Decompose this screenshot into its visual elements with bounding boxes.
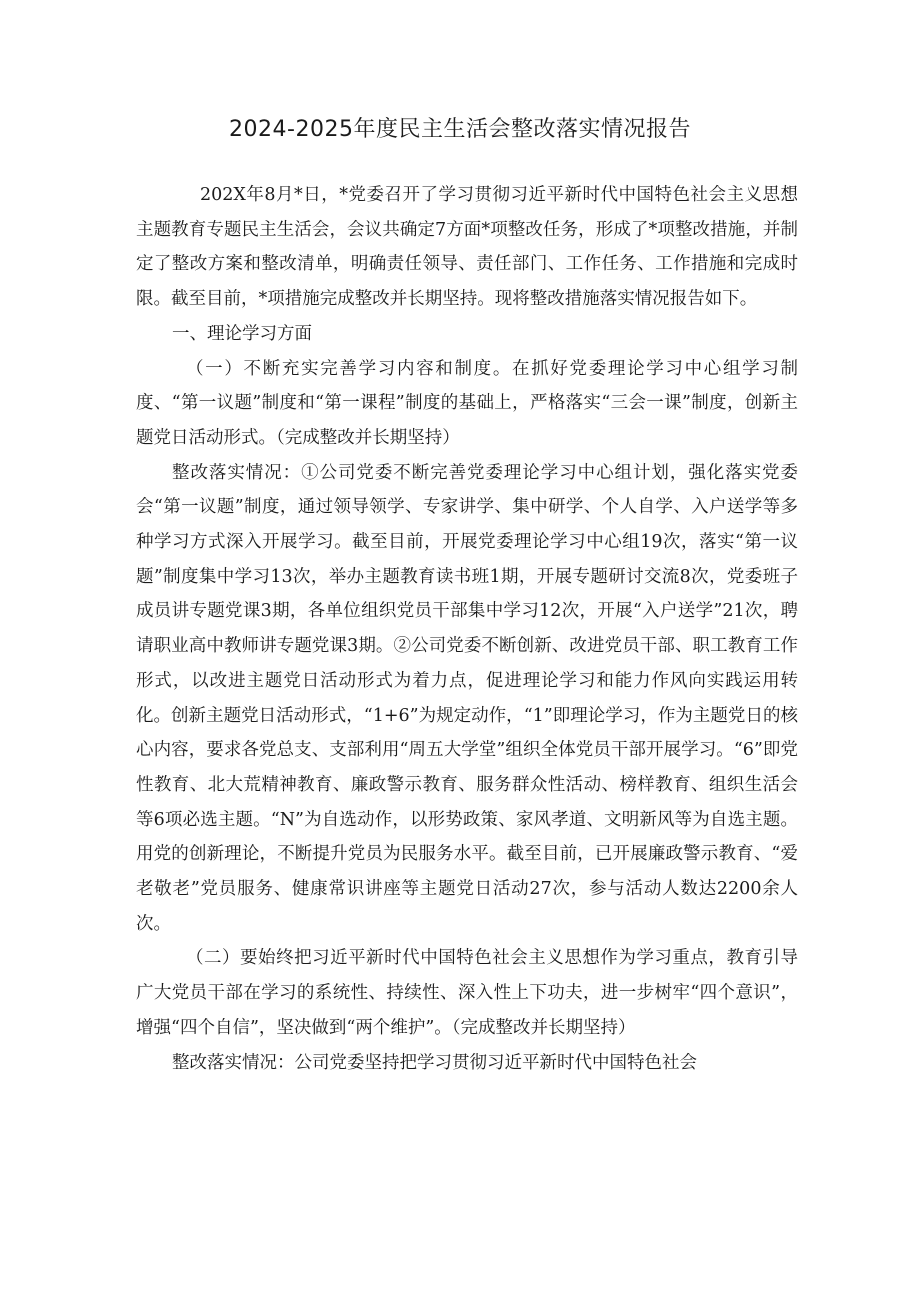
intro-paragraph: 202X年8月*日，*党委召开了学习贯彻习近平新时代中国特色社会主义思想主题教育专题民主生活会，会议共确定7方面*项整改任务，形成了*项整改措施，并制定了整改方案和整改清单，明确责任领导、责任部门、工作任务、工作措施和完成时限。截至目前，*项措施完成整改并长期坚持。现将整改措施落实情况报告如下。 (136, 185, 798, 310)
item-2-progress-paragraph: 整改落实情况：公司党委坚持把学习贯彻习近平新时代中国特色社会 (172, 1052, 697, 1073)
item-1-progress-paragraph: 整改落实情况：①公司党委不断完善党委理论学习中心组计划，强化落实党委会“第一议题”制度，通过领导领学、专家讲学、集中研学、个人自学、入户送学等多种学习方式深入开展学习。截至目前，开展党委理论学习中心组19次，落实“第一议题”制度集中学习13次，举办主题教育读书班1期，开展专题研讨交流8次，党委班子成员讲专题党课3期，各单位组织党员干部集中学习12次，开展“入户送学”21次，聘请职业高中教师讲专题党课3期。②公司党委不断创新、改进党员干部、职工教育工作形式，以改进主题党日活动形式为着力点，促进理论学习和能力作风向实践运用转化。创新主题党日活动形式，“1+6”为规定动作，“1”即理论学习，作为主题党日的核心内容，要求各党总支、支部利用“周五大学堂”组织全体党员干部开展学习。“6”即党性教育、北大荒精神教育、廉政警示教育、服务群众性活动、榜样教育、组织生活会等6项必选主题。“N”为自选动作，以形势政策、家风孝道、文明新风等为自选主题。用党的创新理论，不断提升党员为民服务水平。截至目前，已开展廉政警示教育、“爱老敬老”党员服务、健康常识讲座等主题党日活动27次，参与活动人数达2200余人次。 (136, 462, 798, 934)
document-body (136, 178, 798, 1080)
document-title: 2024-2025年度民主生活会整改落实情况报告 (229, 117, 691, 142)
item-2-paragraph: （二）要始终把习近平新时代中国特色社会主义思想作为学习重点，教育引导广大党员干部在学习的系统性、持续性、深入性上下功夫，进一步树牢“四个意识”，增强“四个自信”，坚决做到“两个维护”。（完成整改并长期坚持） (136, 948, 798, 1038)
item-1-paragraph: （一）不断充实完善学习内容和制度。在抓好党委理论学习中心组学习制度、“第一议题”制度和“第一课程”制度的基础上，严格落实“三会一课”制度，创新主题党日活动形式。（完成整改并长期坚持） (136, 358, 798, 448)
section-heading-theory-study: 一、理论学习方面 (172, 323, 312, 344)
